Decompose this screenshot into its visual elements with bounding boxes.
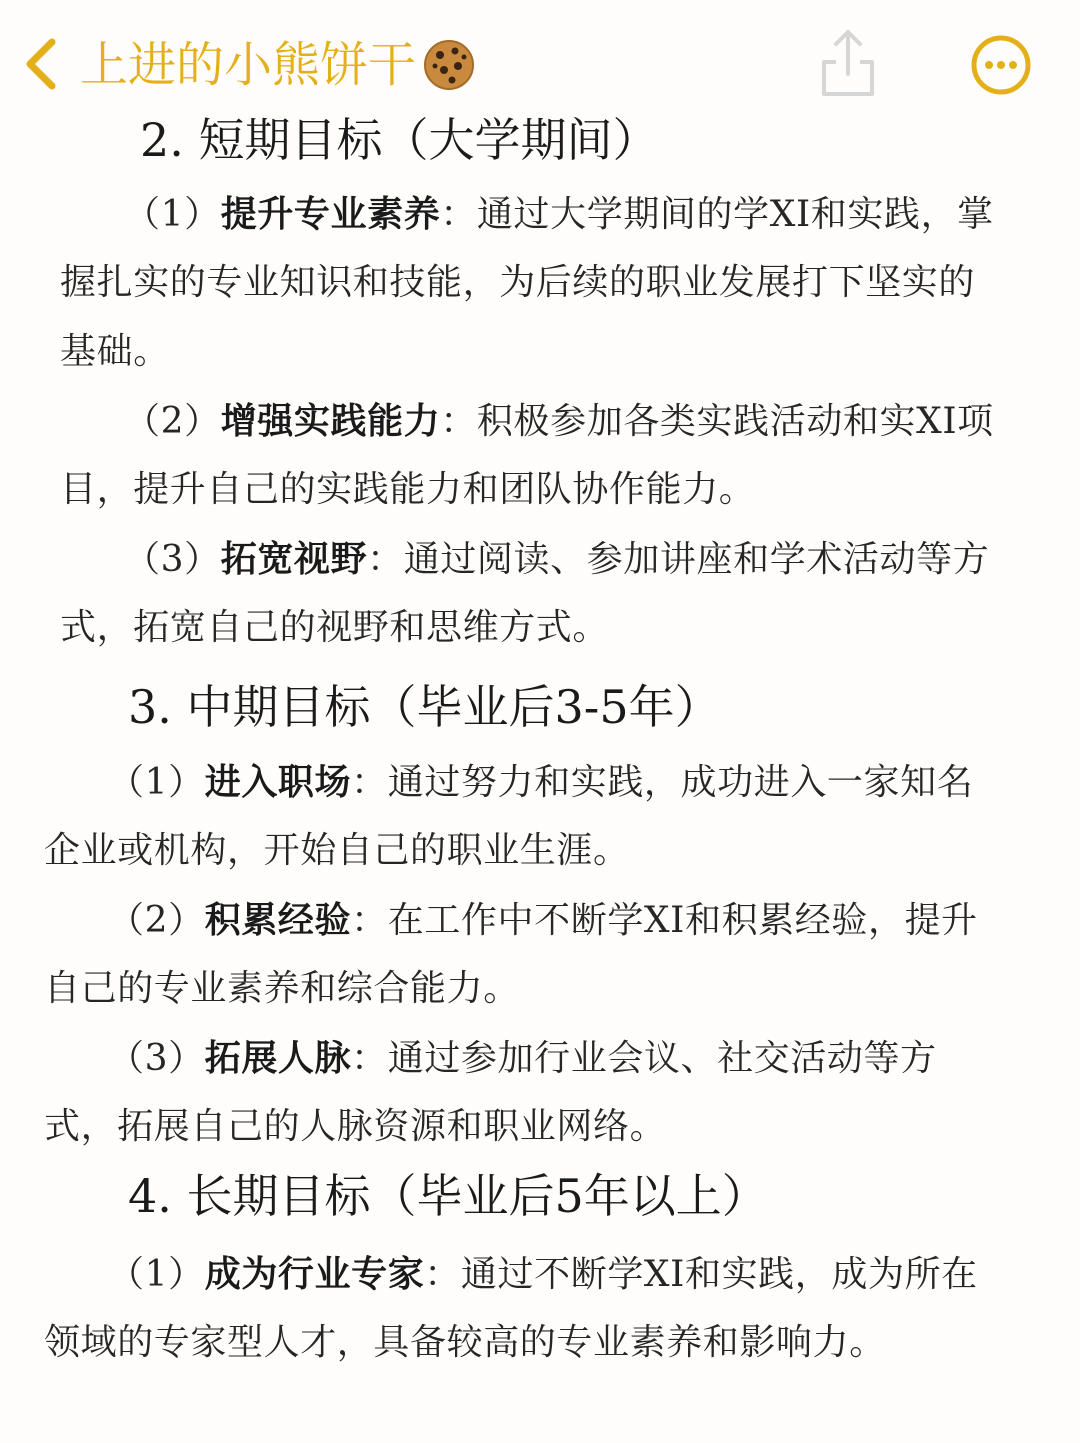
back-button[interactable] bbox=[18, 34, 64, 94]
item-text: 自己的专业素养和综合能力。 bbox=[44, 968, 520, 1009]
cookie-icon bbox=[422, 38, 476, 92]
item-number: （2） bbox=[108, 900, 205, 941]
more-button[interactable] bbox=[970, 34, 1032, 96]
item-text: 领域的专家型人才，具备较高的专业素养和影响力。 bbox=[44, 1322, 886, 1363]
item-text: 式，拓展自己的人脉资源和职业网络。 bbox=[44, 1106, 667, 1147]
item-text: ：通过大学期间的学XI和实践，掌 bbox=[440, 194, 994, 235]
item-text: ：在工作中不断学XI和积累经验，提升 bbox=[351, 900, 978, 941]
item-text: 握扎实的专业知识和技能，为后续的职业发展打下坚实的 bbox=[60, 262, 976, 303]
item-number: （2） bbox=[124, 401, 221, 442]
item-number: （3） bbox=[108, 1038, 205, 1079]
account-name-text: 上进的小熊饼干 bbox=[80, 37, 417, 93]
item-text: ：通过不断学XI和实践，成为所在 bbox=[424, 1254, 978, 1295]
item-text: 目，提升自己的实践能力和团队协作能力。 bbox=[60, 469, 756, 510]
item-text: ：通过努力和实践，成功进入一家知名 bbox=[351, 762, 974, 803]
account-name[interactable] bbox=[80, 30, 476, 100]
item-text: 基础。 bbox=[60, 331, 170, 372]
item-text: ：积极参加各类实践活动和实XI项 bbox=[440, 401, 994, 442]
section-heading-long-term: 4. 长期目标（毕业后5年以上） bbox=[128, 1169, 768, 1223]
item-keyword: 拓宽视野 bbox=[220, 538, 368, 580]
item-keyword: 成为行业专家 bbox=[204, 1253, 425, 1295]
more-icon bbox=[970, 34, 1032, 96]
chevron-left-icon bbox=[18, 34, 64, 94]
item-keyword: 进入职场 bbox=[204, 761, 352, 803]
item-keyword: 积累经验 bbox=[204, 899, 352, 941]
item-keyword: 增强实践能力 bbox=[220, 400, 441, 442]
section-heading-short-term: 2. 短期目标（大学期间） bbox=[140, 113, 659, 167]
item-text: 企业或机构，开始自己的职业生涯。 bbox=[44, 830, 630, 871]
item-number: （3） bbox=[124, 539, 221, 580]
item-keyword: 提升专业素养 bbox=[220, 193, 441, 235]
item-text: 式，拓宽自己的视野和思维方式。 bbox=[60, 607, 610, 648]
item-text: ：通过参加行业会议、社交活动等方 bbox=[351, 1038, 937, 1079]
item-number: （1） bbox=[108, 1254, 205, 1295]
share-button[interactable] bbox=[818, 26, 878, 98]
share-icon bbox=[818, 26, 878, 98]
item-number: （1） bbox=[124, 194, 221, 235]
section-heading-mid-term: 3. 中期目标（毕业后3-5年） bbox=[128, 680, 721, 734]
top-nav-bar bbox=[0, 0, 1080, 118]
item-keyword: 拓展人脉 bbox=[204, 1037, 352, 1079]
item-number: （1） bbox=[108, 762, 205, 803]
item-text: ：通过阅读、参加讲座和学术活动等方 bbox=[367, 539, 990, 580]
